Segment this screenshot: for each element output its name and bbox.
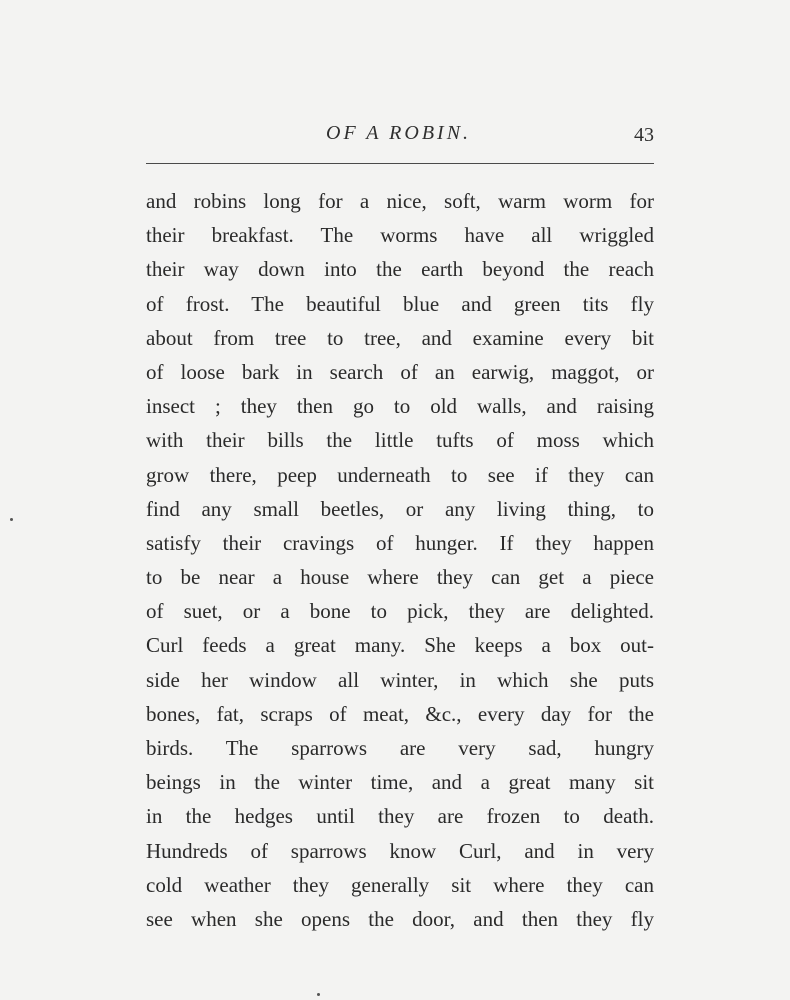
text-line: about from tree to tree, and examine every bit [146, 325, 654, 350]
text-line: beings in the winter time, and a great many sit [146, 770, 654, 795]
text-line: and robins long for a nice, soft, warm worm for [146, 189, 654, 213]
text-line: cold weather they generally sit where they can [146, 872, 654, 897]
text-line: with their bills the little tufts of moss which [146, 428, 654, 453]
text-line: to be near a house where they can get a piece [146, 565, 654, 590]
text-line: of frost. The beautiful blue and green tits fly [146, 291, 654, 316]
text-line: of suet, or a bone to pick, they are delighted. [146, 599, 654, 624]
running-head [146, 118, 654, 148]
text-line: Hundreds of sparrows know Curl, and in very [146, 838, 654, 863]
text-line: of loose bark in search of an earwig, maggot, or [146, 359, 654, 384]
running-title: OF A ROBIN. [326, 122, 472, 144]
text-line: satisfy their cravings of hunger. If they happen [146, 530, 654, 555]
text-line: find any small beetles, or any living thing, to [146, 496, 654, 521]
text-line: grow there, peep underneath to see if they can [146, 462, 654, 487]
header-rule [146, 163, 654, 164]
text-line: side her window all winter, in which she puts [146, 667, 654, 692]
text-line: Curl feeds a great many. She keeps a box out- [146, 633, 654, 658]
text-line: see when she opens the door, and then they fly [146, 906, 654, 931]
text-line: insect ; they then go to old walls, and raising [146, 394, 654, 419]
page-number: 43 [634, 124, 654, 146]
text-line: bones, fat, scraps of meat, &c., every day for the [146, 701, 654, 726]
text-line: their way down into the earth beyond the reach [146, 257, 654, 282]
body-text [146, 184, 654, 936]
paper-speck [10, 518, 13, 521]
text-line: in the hedges until they are frozen to death. [146, 804, 654, 829]
paper-speck [317, 993, 320, 996]
text-line: their breakfast. The worms have all wriggled [146, 223, 654, 248]
text-line: birds. The sparrows are very sad, hungry [146, 736, 654, 760]
